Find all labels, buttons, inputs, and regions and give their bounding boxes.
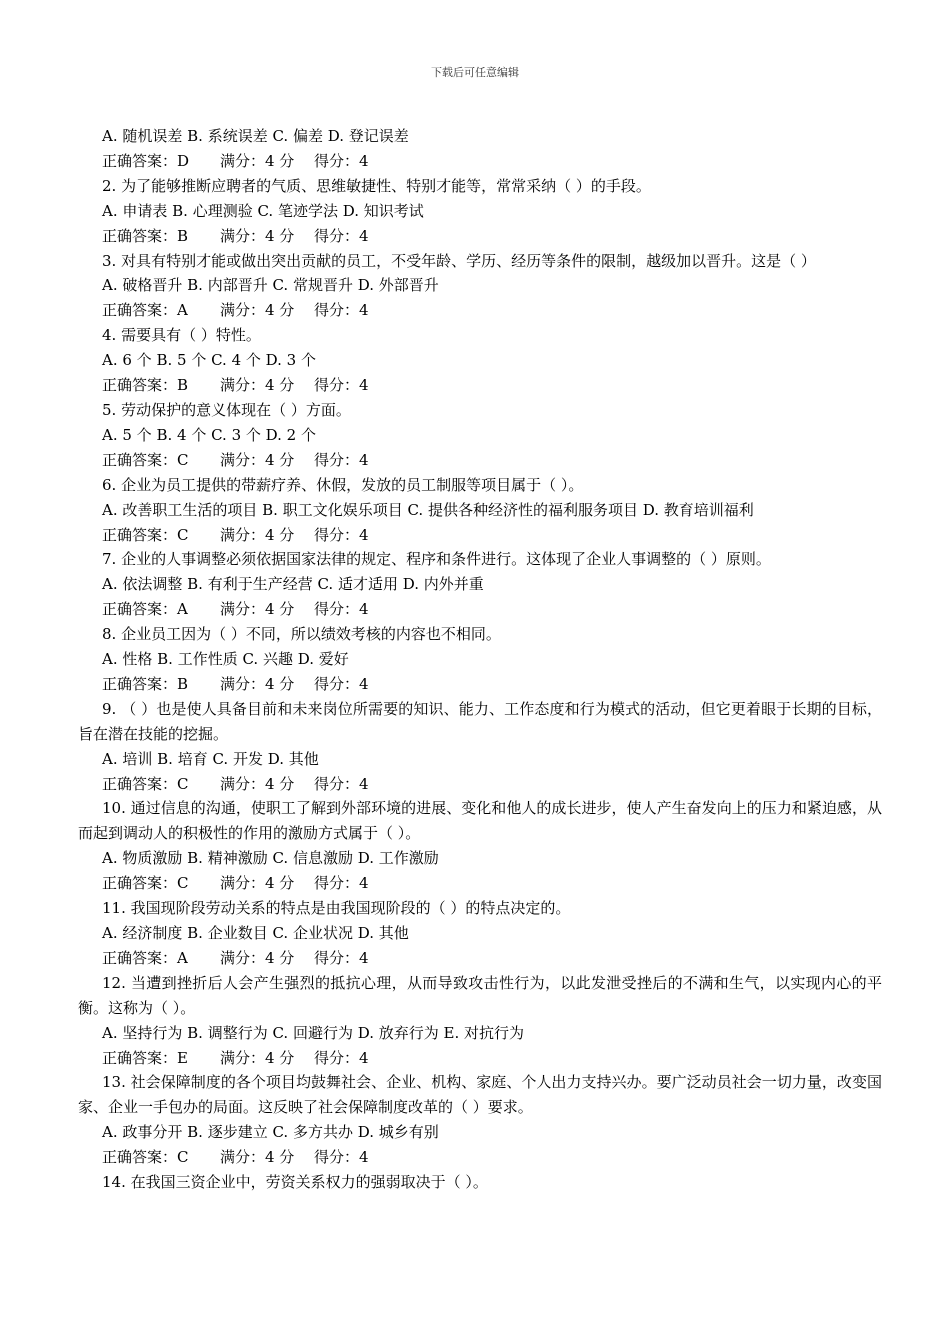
options-line: A. 破格晋升 B. 内部晋升 C. 常规晋升 D. 外部晋升	[102, 276, 439, 295]
answer-line	[78, 1145, 882, 1170]
question-text: 5. 劳动保护的意义体现在（ ）方面。	[102, 400, 351, 419]
options-line: A. 培训 B. 培育 C. 开发 D. 其他	[102, 749, 319, 768]
correct-answer: 正确答案：B	[102, 674, 189, 693]
full-score: 满分：4 分	[220, 948, 295, 967]
earned-score: 得分：4	[314, 674, 369, 693]
question-text: 13. 社会保障制度的各个项目均鼓舞社会、企业、机构、家庭、个人出力支持兴办。要广泛动员社会一切力量，改变国家、企业一手包办的局面。这反映了社会保障制度改革的（ ）要求。	[78, 1073, 882, 1117]
question-text: 3. 对具有特别才能或做出突出贡献的员工，不受年龄、学历、经历等条件的限制，越级加以晋升。这是（ ）	[102, 251, 816, 270]
correct-answer: 正确答案：B	[102, 226, 189, 245]
earned-score: 得分：4	[314, 874, 369, 893]
answer-line	[78, 871, 882, 896]
options-line: A. 依法调整 B. 有利于生产经营 C. 适才适用 D. 内外并重	[102, 575, 484, 594]
answer-line	[78, 298, 882, 323]
options-line: A. 政事分开 B. 逐步建立 C. 多方共办 D. 城乡有别	[102, 1123, 439, 1142]
answer-line	[78, 149, 882, 174]
correct-answer: 正确答案：C	[102, 774, 189, 793]
question-text: 14. 在我国三资企业中，劳资关系权力的强弱取决于（ ）。	[102, 1173, 488, 1192]
question-text: 12. 当遭到挫折后人会产生强烈的抵抗心理，从而导致攻击性行为，以此发泄受挫后的不满和生气，以实现内心的平衡。这称为（ ）。	[78, 973, 882, 1017]
earned-score: 得分：4	[314, 151, 369, 170]
question-text: 9. （ ）也是使人具备目前和未来岗位所需要的知识、能力、工作态度和行为模式的活动，但它更着眼于长期的目标，旨在潜在技能的挖掘。	[78, 699, 882, 743]
page-header: 下载后可任意编辑	[431, 66, 519, 79]
full-score: 满分：4 分	[220, 525, 295, 544]
options-line: A. 性格 B. 工作性质 C. 兴趣 D. 爱好	[102, 650, 349, 669]
options-line: A. 改善职工生活的项目 B. 职工文化娱乐项目 C. 提供各种经济性的福利服务项目 D. 教育培训福利	[102, 500, 754, 519]
earned-score: 得分：4	[314, 525, 369, 544]
correct-answer: 正确答案：B	[102, 376, 189, 395]
answer-line	[78, 597, 882, 622]
full-score: 满分：4 分	[220, 1148, 295, 1167]
options-line: A. 申请表 B. 心理测验 C. 笔迹学法 D. 知识考试	[102, 201, 424, 220]
answer-line	[78, 448, 882, 473]
answer-line	[78, 523, 882, 548]
options-line: A. 5 个 B. 4 个 C. 3 个 D. 2 个	[102, 425, 316, 444]
correct-answer: 正确答案：C	[102, 525, 189, 544]
question-text: 10. 通过信息的沟通，使职工了解到外部环境的进展、变化和他人的成长进步，使人产生奋发向上的压力和紧迫感，从而起到调动人的积极性的作用的激励方式属于（ ）。	[78, 799, 882, 843]
answer-line	[78, 224, 882, 249]
correct-answer: 正确答案：C	[102, 1148, 189, 1167]
correct-answer: 正确答案：C	[102, 450, 189, 469]
earned-score: 得分：4	[314, 226, 369, 245]
answer-line	[78, 373, 882, 398]
full-score: 满分：4 分	[220, 600, 295, 619]
question-text: 11. 我国现阶段劳动关系的特点是由我国现阶段的（ ）的特点决定的。	[102, 899, 571, 918]
earned-score: 得分：4	[314, 774, 369, 793]
correct-answer: 正确答案：C	[102, 874, 189, 893]
correct-answer: 正确答案：A	[102, 948, 188, 967]
correct-answer: 正确答案：A	[102, 301, 188, 320]
document-body	[78, 124, 882, 1195]
full-score: 满分：4 分	[220, 376, 295, 395]
answer-line	[78, 772, 882, 797]
question-text: 2. 为了能够推断应聘者的气质、思维敏捷性、特别才能等，常常采纳（ ）的手段。	[102, 176, 651, 195]
options-line: A. 经济制度 B. 企业数目 C. 企业状况 D. 其他	[102, 924, 409, 942]
options-line: A. 6 个 B. 5 个 C. 4 个 D. 3 个	[102, 351, 316, 370]
full-score: 满分：4 分	[220, 674, 295, 693]
question-text: 7. 企业的人事调整必须依据国家法律的规定、程序和条件进行。这体现了企业人事调整的（ ）原则。	[102, 550, 771, 569]
answer-line	[78, 946, 882, 971]
full-score: 满分：4 分	[220, 450, 295, 469]
correct-answer: 正确答案：E	[102, 1048, 188, 1067]
question-text: 6. 企业为员工提供的带薪疗养、休假，发放的员工制服等项目属于（ ）。	[102, 475, 584, 494]
answer-line	[78, 1046, 882, 1071]
question-text: 4. 需要具有（ ）特性。	[102, 326, 261, 345]
question-text: 8. 企业员工因为（ ）不同，所以绩效考核的内容也不相同。	[102, 625, 501, 644]
earned-score: 得分：4	[314, 600, 369, 619]
full-score: 满分：4 分	[220, 874, 295, 893]
answer-line	[78, 672, 882, 697]
options-line: A. 物质激励 B. 精神激励 C. 信息激励 D. 工作激励	[102, 849, 439, 868]
earned-score: 得分：4	[314, 376, 369, 395]
full-score: 满分：4 分	[220, 774, 295, 793]
earned-score: 得分：4	[314, 1148, 369, 1167]
earned-score: 得分：4	[314, 301, 369, 320]
options-line: A. 随机误差 B. 系统误差 C. 偏差 D. 登记误差	[102, 127, 409, 145]
earned-score: 得分：4	[314, 450, 369, 469]
options-line: A. 坚持行为 B. 调整行为 C. 回避行为 D. 放弃行为 E. 对抗行为	[102, 1023, 524, 1042]
earned-score: 得分：4	[314, 948, 369, 967]
full-score: 满分：4 分	[220, 226, 295, 245]
full-score: 满分：4 分	[220, 1048, 295, 1067]
earned-score: 得分：4	[314, 1048, 369, 1067]
correct-answer: 正确答案：D	[102, 151, 190, 170]
full-score: 满分：4 分	[220, 301, 295, 320]
full-score: 满分：4 分	[220, 151, 295, 170]
correct-answer: 正确答案：A	[102, 600, 188, 619]
